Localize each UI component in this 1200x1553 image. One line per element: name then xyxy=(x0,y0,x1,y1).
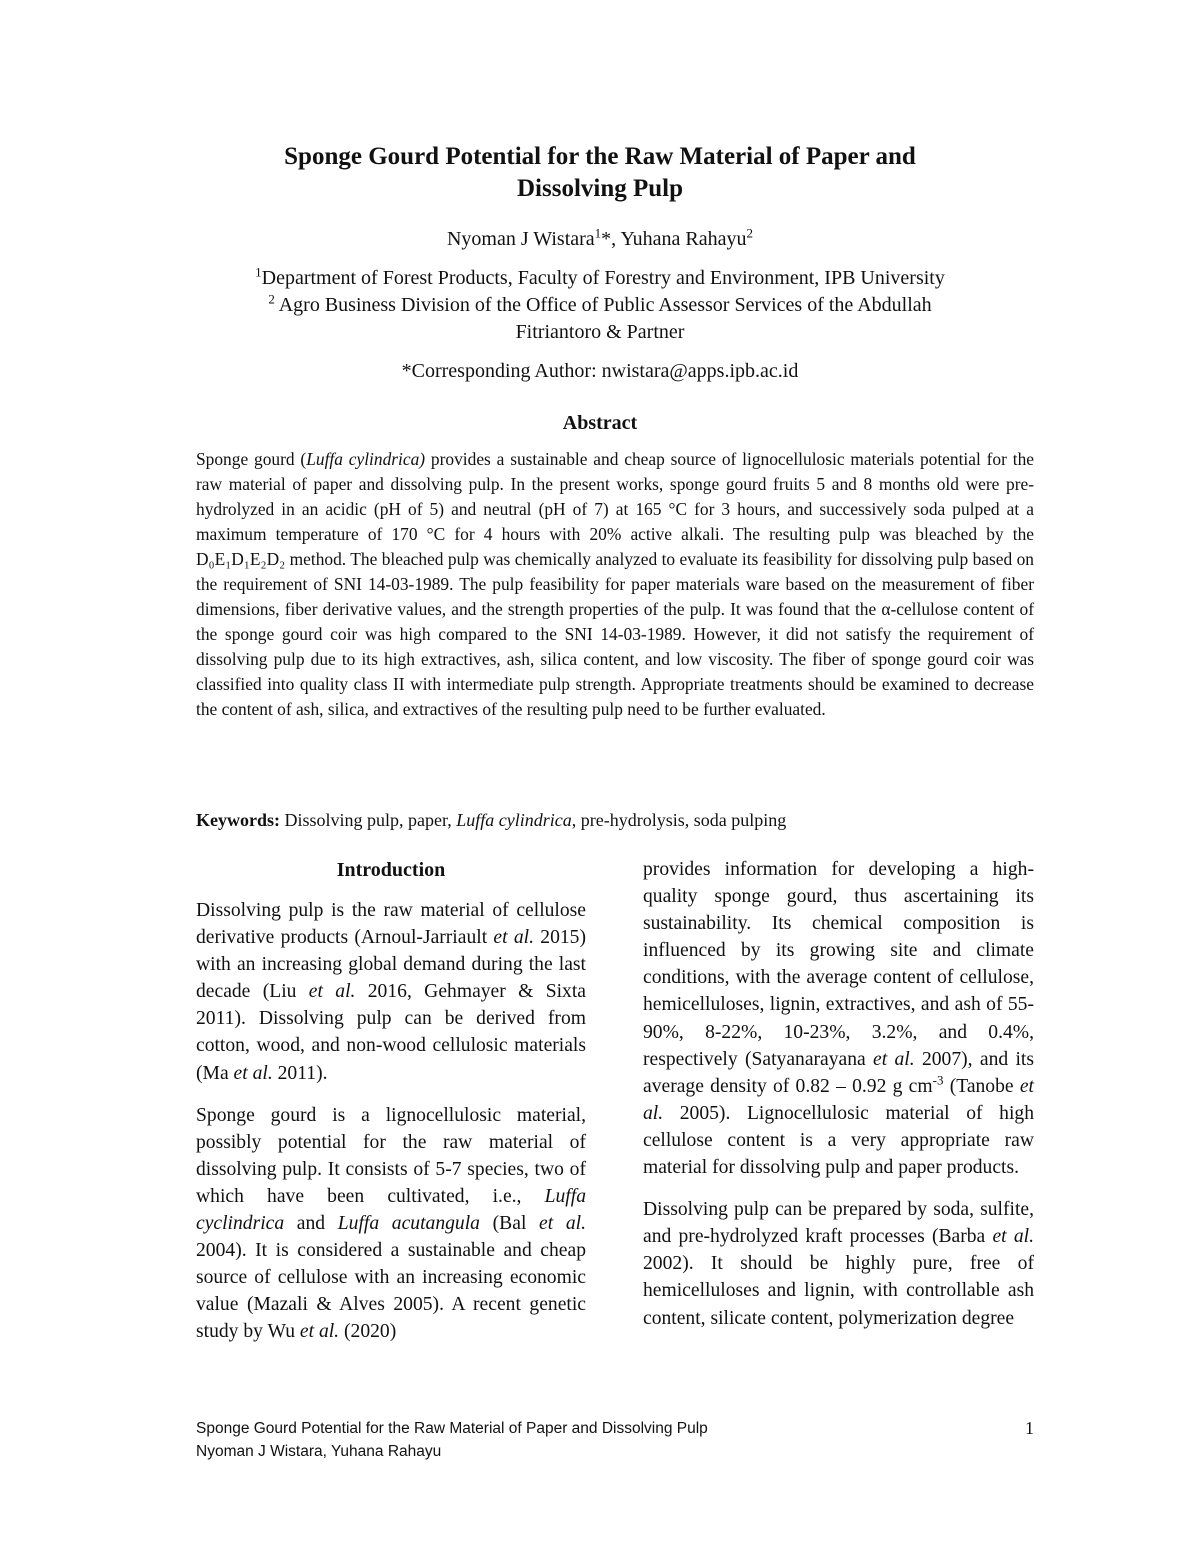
citation-etal: et al. xyxy=(539,1213,586,1235)
introduction-heading: Introduction xyxy=(336,859,446,881)
abstract-text: provides a sustainable and cheap source of lignocellulosic materials potential for the raw material of paper and dissolving pulp. In the present works, sponge gourd fruits 5 and 8 months old were pre-hydrolyzed in an acidic (pH of 5) and neutral (pH of 7) at 165 °C for 3 hours, and successively soda pulped at a maximum temperature of 170 °C for 4 hours with 20% active alkali. The resulting pulp was bleached by the D₀E₁D₁E₂D₂ method. The bleached pulp was chemically analyzed to evaluate its feasibility for dissolving pulp based on the requirement of SNI 14-03-1989. The pulp feasibility for paper materials ware based on the measurement of fiber dimensions, fiber derivative values, and the strength properties of the pulp. It was found that the α-cellulose content of the sponge gourd coir was high compared to the SNI 14-03-1989. However, it did not satisfy the requirement of dissolving pulp due to its high extractives, ash, silica content, and low viscosity. The fiber of sponge gourd coir was classified into quality class II with intermediate pulp strength. Appropriate treatments should be examined to decrease the content of ash, silica, and extractives of the resulting pulp need to be further evaluated. xyxy=(196,449,1035,720)
citation-etal: et al. xyxy=(992,1226,1034,1248)
body-text: 2005). Lignocellulosic material of high cellulose content is a very appropriate raw material for dissolving pulp and paper products. xyxy=(643,1102,1034,1179)
body-text: and xyxy=(284,1213,338,1235)
keyword-species: Luffa cylindrica xyxy=(456,810,572,830)
citation-etal: et al. xyxy=(873,1048,915,1070)
species-name: Luffa cylindrica) xyxy=(306,449,426,469)
keywords-text: , pre-hydrolysis, soda pulping xyxy=(571,810,787,830)
body-text: (Tanobe xyxy=(943,1075,1020,1097)
body-text: Dissolving pulp is the raw material of cellulose derivative products (Arnoul-Jarriault xyxy=(196,900,586,949)
body-text: provides information for developing a high-quality sponge gourd, thus ascertaining its sustainability. Its chemical composition is influenced by its growing site and climate conditions, with the average content of cellulose, hemicelluloses, lignin, extractives, and ash of 55-90%, 8-22%, 10-23%, 3.2%, and 0.4%, respectively (Satyanarayana xyxy=(643,859,1034,1070)
left-column xyxy=(196,897,586,1346)
citation-etal: et al. xyxy=(643,1075,1034,1124)
citation-etal: et al. xyxy=(493,927,534,949)
affiliation-2 xyxy=(150,292,1050,319)
footer-title: Sponge Gourd Potential for the Raw Material of Paper and Dissolving Pulp xyxy=(196,1420,708,1437)
author-separator: , xyxy=(611,228,621,250)
affiliations xyxy=(150,265,1050,346)
citation-etal: et al. xyxy=(233,1062,273,1084)
citation-etal: et al. xyxy=(299,1321,340,1343)
body-paragraph xyxy=(196,897,586,1087)
abstract-paragraph xyxy=(196,447,1034,723)
author-name: Yuhana Rahayu xyxy=(620,228,747,250)
affiliation-1 xyxy=(150,265,1050,292)
paper-title xyxy=(150,141,1050,205)
unit-superscript: -3 xyxy=(932,1072,944,1088)
body-text: (Bal xyxy=(479,1213,540,1235)
footer-authors: Nyoman J Wistara, Yuhana Rahayu xyxy=(196,1443,442,1460)
keywords-label: Keywords: xyxy=(196,810,280,830)
body-text: 2007), and its average density of 0.82 – 0.92 g cm xyxy=(643,1048,1034,1097)
body-text: 2016, Gehmayer & Sixta 2011). Dissolving pulp can be derived from cotton, wood, and non-wood cellulosic materials (Ma xyxy=(196,981,586,1084)
title-line-2: Dissolving Pulp xyxy=(516,175,684,202)
body-text: (2020) xyxy=(339,1321,397,1343)
author-affil-sup: 1 xyxy=(594,225,602,241)
author-name: Nyoman J Wistara xyxy=(446,228,595,250)
affiliation-text: Agro Business Division of the Office of Public Assessor Services of the Abdullah xyxy=(274,294,932,316)
body-paragraph xyxy=(643,856,1034,1181)
abstract-body xyxy=(196,447,1034,723)
body-text: 2015) with an increasing global demand during the last decade (Liu xyxy=(196,927,586,1003)
page-footer xyxy=(196,1417,1034,1463)
species-name: Luffa acutangula xyxy=(337,1213,480,1235)
abstract-heading: Abstract xyxy=(562,412,638,434)
body-text: 2004). It is considered a sustainable and cheap source of cellulose with an increasing economic value (Mazali & Alves 2005). A recent genetic study by Wu xyxy=(196,1240,586,1343)
body-text: 2002). It should be highly pure, free of hemicelluloses and lignin, with controllable ash content, silicate content, polymerization degree xyxy=(643,1253,1034,1329)
author-affil-sup: 2 xyxy=(746,225,754,241)
citation-etal: et al. xyxy=(308,981,356,1003)
body-text: Sponge gourd is a lignocellulosic material, possibly potential for the raw material of dissolving pulp. It consists of 5-7 species, two of which have been cultivated, i.e., xyxy=(196,1104,586,1207)
body-paragraph xyxy=(196,1102,586,1346)
body-text: Dissolving pulp can be prepared by soda, sulfite, and pre-hydrolyzed kraft processes (Barba xyxy=(643,1199,1034,1248)
keywords xyxy=(196,808,1034,833)
title-line-1: Sponge Gourd Potential for the Raw Material of Paper and xyxy=(284,143,916,170)
species-name: Luffa cyclindrica xyxy=(196,1185,586,1235)
abstract-text: Sponge gourd ( xyxy=(196,449,307,469)
corresponding-mark: * xyxy=(601,228,612,250)
keywords-text: Dissolving pulp, paper, xyxy=(280,810,457,830)
page-number: 1 xyxy=(1025,1418,1034,1438)
right-column xyxy=(643,856,1034,1332)
affil-sup: 2 xyxy=(268,291,275,307)
affil-sup: 1 xyxy=(255,264,262,280)
corresponding-author: *Corresponding Author: nwistara@apps.ipb.ac.id xyxy=(401,360,799,382)
affiliation-text: Department of Forest Products, Faculty of Forestry and Environment, IPB University xyxy=(261,267,945,289)
body-text: 2011). xyxy=(272,1062,328,1084)
affiliation-2-cont: Fitriantoro & Partner xyxy=(515,321,685,343)
author-list xyxy=(150,226,1050,252)
body-paragraph xyxy=(643,1196,1034,1331)
